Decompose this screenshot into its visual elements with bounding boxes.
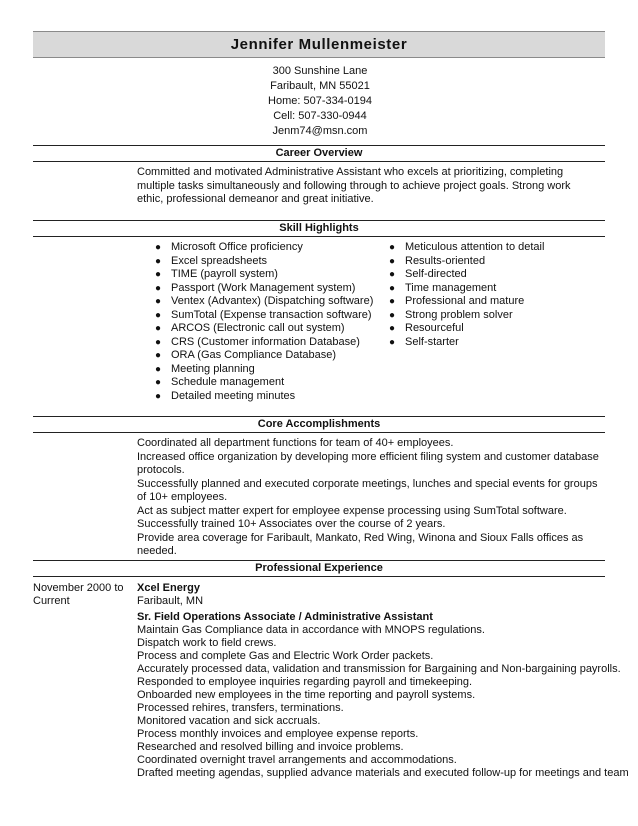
home-phone: Home: 507-334-0194 xyxy=(268,95,372,107)
skill-item xyxy=(155,241,373,255)
skill-label: Detailed meeting minutes xyxy=(171,389,296,402)
job-entry xyxy=(137,582,629,780)
skill-item xyxy=(155,309,373,323)
bullet-icon: ● xyxy=(389,282,396,294)
skill-label: Meticulous attention to detail xyxy=(405,241,545,253)
career-overview-text xyxy=(137,166,599,207)
skill-label: Time management xyxy=(405,281,497,294)
accomplishment-item: Successfully trained 10+ Associates over the course of 2 years. xyxy=(137,518,446,530)
job-duty-item: Onboarded new employees in the time reporting and payroll systems. xyxy=(137,689,476,701)
skill-label: Strong problem solver xyxy=(405,308,513,321)
job-duty-item: Drafted meeting agendas, supplied advance materials and executed follow-up for meetings and team xyxy=(137,767,629,779)
job-duty-item: Responded to employee inquiries regarding payroll and timekeeping. xyxy=(137,676,473,688)
skill-item xyxy=(155,282,373,296)
bullet-icon: ● xyxy=(389,296,396,307)
skill-item xyxy=(155,268,373,282)
skill-label: Schedule management xyxy=(171,376,285,388)
bullet-icon: ● xyxy=(389,323,396,334)
skill-item xyxy=(155,322,373,336)
bullet-icon: ● xyxy=(155,296,162,307)
skill-item xyxy=(389,255,544,269)
bullet-icon: ● xyxy=(155,282,162,294)
section-heading-skill-highlights: Skill Highlights xyxy=(33,220,605,237)
job-duty-item: Process and complete Gas and Electric Work Order packets. xyxy=(137,650,434,662)
bullet-icon: ● xyxy=(155,377,162,388)
accomplishment-item: Provide area coverage for Faribault, Mankato, Red Wing, Winona and Sioux Falls offices as needed. xyxy=(137,531,584,557)
skill-label: Meeting planning xyxy=(171,362,255,375)
skill-item xyxy=(155,295,373,309)
skill-item xyxy=(155,363,373,377)
skill-item xyxy=(155,336,373,350)
skill-item xyxy=(389,336,544,350)
section-heading-professional-experience: Professional Experience xyxy=(33,560,605,577)
job-company: Xcel Energy xyxy=(137,582,200,594)
skill-label: SumTotal (Expense transaction software) xyxy=(171,308,372,321)
bullet-icon: ● xyxy=(155,242,162,253)
skill-item xyxy=(389,309,544,323)
skill-label: Resourceful xyxy=(405,322,464,334)
skill-item xyxy=(155,390,373,404)
bullet-icon: ● xyxy=(155,309,162,321)
section-heading-career-overview: Career Overview xyxy=(33,145,605,162)
job-title: Sr. Field Operations Associate / Administrative Assistant xyxy=(137,611,433,623)
skill-label: Results-oriented xyxy=(405,254,486,267)
skill-item xyxy=(155,255,373,269)
job-duty-item: Researched and resolved billing and invoice problems. xyxy=(137,741,404,753)
skill-label: CRS (Customer information Database) xyxy=(171,335,360,348)
bullet-icon: ● xyxy=(155,255,162,267)
bullet-icon: ● xyxy=(155,323,162,334)
bullet-icon: ● xyxy=(155,363,162,375)
section-heading-core-accomplishments: Core Accomplishments xyxy=(33,416,605,433)
job-duty-item: Monitored vacation and sick accruals. xyxy=(137,715,321,727)
bullet-icon: ● xyxy=(389,269,396,280)
skill-item xyxy=(389,282,544,296)
address-line-2: Faribault, MN 55021 xyxy=(270,80,370,92)
bullet-icon: ● xyxy=(155,390,162,402)
candidate-name: Jennifer Mullenmeister xyxy=(230,36,408,53)
job-dates-line-2: Current xyxy=(33,595,70,607)
job-duties-list xyxy=(137,624,629,780)
job-location: Faribault, MN xyxy=(137,595,204,607)
accomplishment-item: Successfully planned and executed corporate meetings, lunches and special events for groups of 10+ employees. xyxy=(137,477,598,503)
bullet-icon: ● xyxy=(389,309,396,321)
skill-label: Self-starter xyxy=(405,335,459,348)
skills-list-left xyxy=(155,241,373,403)
job-dates-line-1: November 2000 to xyxy=(33,582,124,594)
career-overview-paragraph: Committed and motivated Administrative Assistant who excels at prioritizing, completing multiple tasks simultaneously and following through to achieve project goals. Strong work ethic, professional demeanor and great initiative. xyxy=(137,166,571,205)
skill-label: ORA (Gas Compliance Database) xyxy=(171,349,337,361)
job-duty-item: Processed rehires, transfers, terminations. xyxy=(137,702,344,714)
bullet-icon: ● xyxy=(389,336,396,348)
bullet-icon: ● xyxy=(155,336,162,348)
bullet-icon: ● xyxy=(389,255,396,267)
skill-label: TIME (payroll system) xyxy=(171,268,278,280)
skill-item xyxy=(389,295,544,309)
job-duty-item: Coordinated overnight travel arrangements and accommodations. xyxy=(137,754,457,766)
cell-phone: Cell: 507-330-0944 xyxy=(273,110,367,122)
accomplishment-item: Coordinated all department functions for team of 40+ employees. xyxy=(137,437,454,449)
name-header-bar xyxy=(33,31,605,58)
skill-label: Ventex (Advantex) (Dispatching software) xyxy=(171,295,374,307)
skill-label: Professional and mature xyxy=(405,295,525,307)
skills-list-right xyxy=(389,241,544,349)
accomplishments-list xyxy=(137,437,599,559)
address-line-1: 300 Sunshine Lane xyxy=(272,65,368,77)
skill-item xyxy=(155,349,373,363)
skill-item xyxy=(389,268,544,282)
skill-label: ARCOS (Electronic call out system) xyxy=(171,322,345,334)
bullet-icon: ● xyxy=(155,350,162,361)
skill-item xyxy=(155,376,373,390)
job-duty-item: Dispatch work to field crews. xyxy=(137,637,277,649)
skill-item xyxy=(389,241,544,255)
skill-item xyxy=(389,322,544,336)
job-duty-item: Accurately processed data, validation and transmission for Bargaining and Non-bargaining payrolls. xyxy=(137,663,621,675)
skill-label: Passport (Work Management system) xyxy=(171,281,356,294)
accomplishment-item: Increased office organization by developing more efficient filing system and customer database protocols. xyxy=(137,450,599,476)
job-duty-item: Process monthly invoices and employee expense reports. xyxy=(137,728,419,740)
job-date-range xyxy=(33,582,133,608)
skill-label: Self-directed xyxy=(405,268,467,280)
bullet-icon: ● xyxy=(155,269,162,280)
bullet-icon: ● xyxy=(389,242,396,253)
skill-label: Excel spreadsheets xyxy=(171,254,267,267)
contact-block xyxy=(200,64,440,139)
email: Jenm74@msn.com xyxy=(272,125,368,137)
skill-label: Microsoft Office proficiency xyxy=(171,241,303,253)
accomplishment-item: Act as subject matter expert for employee expense processing using SumTotal software. xyxy=(137,504,567,517)
job-duty-item: Maintain Gas Compliance data in accordance with MNOPS regulations. xyxy=(137,624,485,636)
